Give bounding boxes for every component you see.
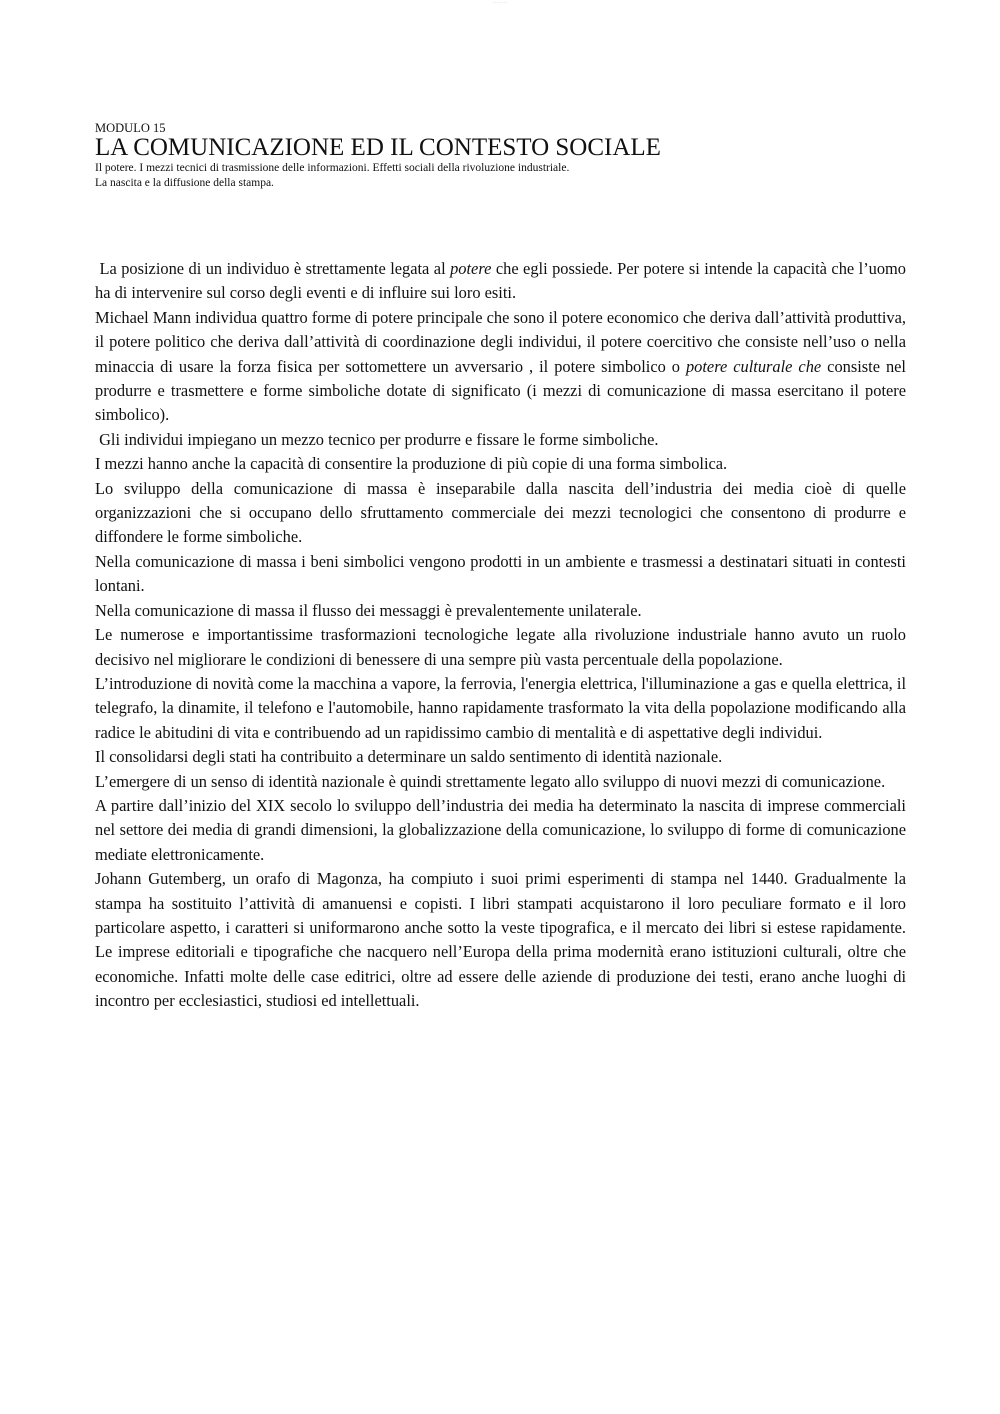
- paragraph-text: consiste nel produrre e trasmettere e forme simboliche dotate di significato (i mezzi di comunicazione di massa esercitano il potere simbolico).: [95, 356, 906, 425]
- paragraph-copies: I mezzi hanno anche la capacità di consentire la produzione di più copie di una forma simbolica.: [95, 454, 728, 474]
- paragraph-symbolic-goods: Nella comunicazione di massa i beni simbolici vengono prodotti in un ambiente e trasmessi a destinatari situati in contesti lontani.: [95, 551, 906, 596]
- module-number: MODULO 15: [95, 121, 166, 135]
- paragraph-mann-forms-of-power: [95, 306, 906, 428]
- paragraph-unilateral-flow: Nella comunicazione di massa il flusso dei messaggi è prevalentemente unilaterale.: [95, 600, 642, 620]
- paragraph-xix-century: A partire dall’inizio del XIX secolo lo sviluppo dell’industria dei media ha determinato la nascita di imprese commerciali nel settore dei media di grandi dimensioni, la globalizzazione della comunicazione, lo sviluppo di forme di comunicazione mediate elettronicamente.: [95, 795, 906, 864]
- paragraph-innovations: L’introduzione di novità come la macchina a vapore, la ferrovia, l'energia elettrica, l'illuminazione a gas e quella elettrica, il telegrafo, la dinamite, il telefono e l'automobile, hanno rapidamente trasformato la vita della popolazione modificando alla radice le abitudini di vita e contribuendo ad un rapidissimo cambio di mentalità e di aspettative degli individui.: [95, 673, 906, 742]
- paragraph-text: che egli possiede. Per potere si intende la capacità che l’uomo ha di intervenire sul corso degli eventi e di influire sui loro esiti.: [95, 259, 906, 303]
- document-subtitle-line-1: Il potere. I mezzi tecnici di trasmissione delle informazioni. Effetti sociali della rivoluzione industriale.: [95, 162, 570, 174]
- document-header: [95, 121, 906, 191]
- document-title: LA COMUNICAZIONE ED IL CONTESTO SOCIALE: [95, 134, 661, 161]
- paragraph-power-definition: [95, 257, 906, 306]
- paragraph-states: Il consolidarsi degli stati ha contribuito a determinare un saldo sentimento di identità nazionale.: [95, 747, 723, 767]
- paragraph-text: La posizione di un individuo è strettamente legata al: [95, 259, 451, 278]
- emphasized-term: potere: [450, 259, 492, 278]
- paragraph-gutenberg: Johann Gutemberg, un orafo di Magonza, ha compiuto i suoi primi esperimenti di stampa nel 1440. Gradualmente la stampa ha sostituito l’attività di amanuensi e copisti. I libri stampati acquistarono il loro peculiare formato e il loro particolare aspetto, i caratteri si uniformarono anche sotto la veste tipografica, e il mercato dei libri si estese rapidamente. Le imprese editoriali e tipografiche che nacquero nell’Europa della prima modernità erano istituzioni culturali, oltre che economiche. Infatti molte delle case editrici, oltre ad essere delle aziende di produzione dei testi, erano anche luoghi di incontro per ecclesiastici, studiosi ed intellettuali.: [95, 869, 906, 1011]
- emphasized-term: potere culturale che: [685, 356, 822, 376]
- paragraph-industrial-revolution: Le numerose e importantissime trasformazioni tecnologiche legate alla rivoluzione industriale hanno avuto un ruolo decisivo nel migliorare le condizioni di benessere di una sempre più vasta percentuale della popolazione.: [95, 625, 906, 669]
- paragraph-text: Michael Mann individua quattro forme di potere principale che sono il potere economico che deriva dall’attività produttiva, il potere politico che deriva dall’attività di coordinazione degli individui, il potere coercitivo che consiste nell’uso o nella minaccia di usare la forza fisica per sottomettere un avversario , il potere simbolico o: [95, 307, 906, 376]
- document-subtitle-line-2: La nascita e la diffusione della stampa.: [95, 177, 274, 189]
- paragraph-media-industry: Lo sviluppo della comunicazione di massa è inseparabile dalla nascita dell’industria dei media cioè di quelle organizzazioni che si occupano dello sfruttamento commerciale dei mezzi tecnologici che consentono di produrre e diffondere le forme simboliche.: [95, 478, 906, 547]
- document-body: [95, 257, 906, 1014]
- paragraph-technical-medium: Gli individui impiegano un mezzo tecnico per produrre e fissare le forme simboliche.: [95, 429, 659, 449]
- page-watermark: - - - - - - - -: [493, 0, 507, 4]
- paragraph-national-identity: L’emergere di un senso di identità nazionale è quindi strettamente legato allo sviluppo di nuovi mezzi di comunicazione.: [95, 771, 886, 791]
